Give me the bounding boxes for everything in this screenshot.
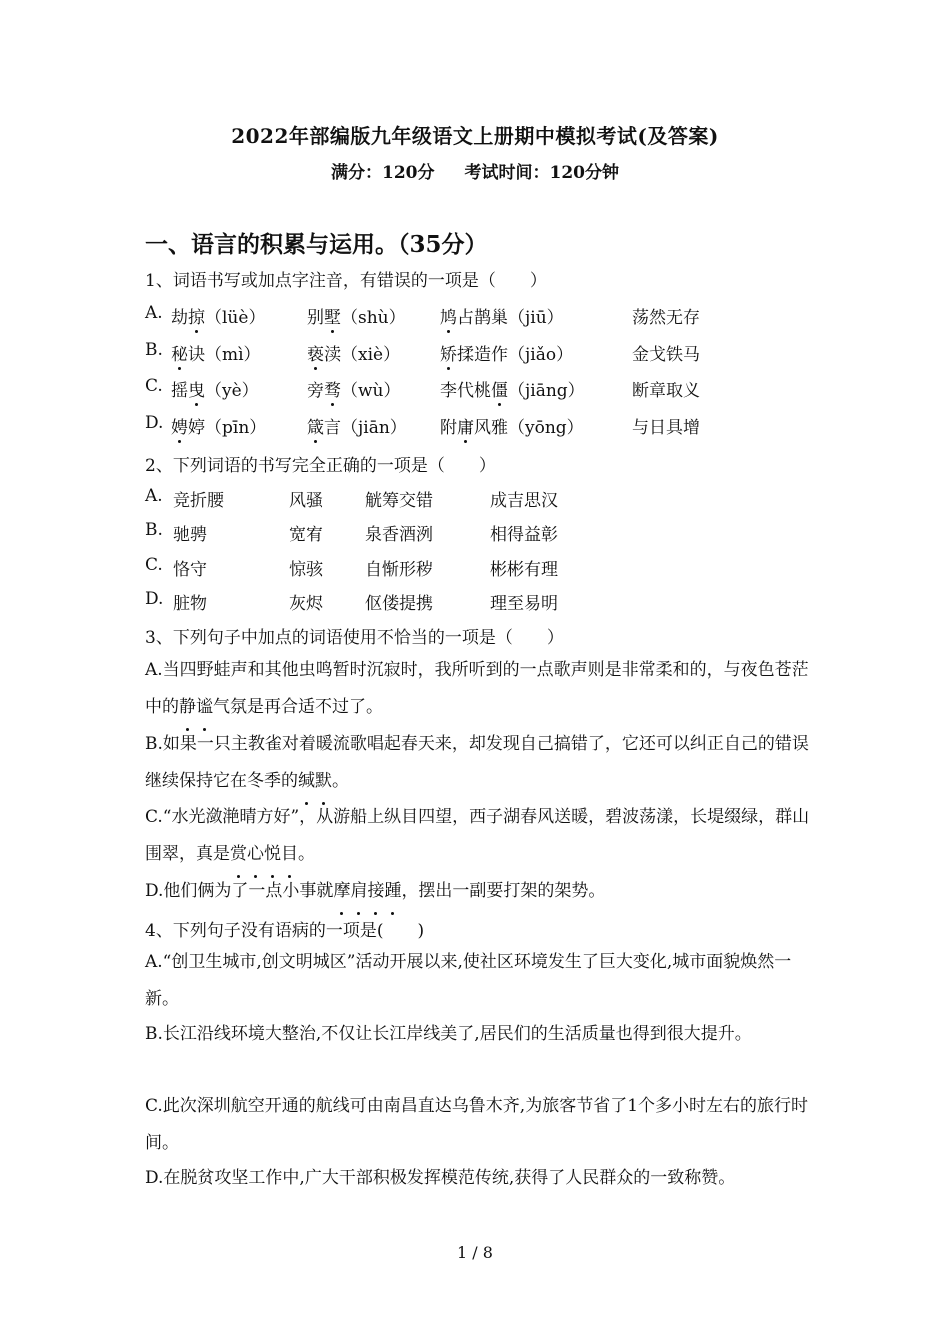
dotted-char: 娉 [171,413,188,438]
option-word: 鸠占鹊巢（jiū） [440,303,564,328]
dotted-word [457,418,474,438]
full-score: 满分：120分 [331,163,435,183]
dotted-char: 心 [247,836,264,873]
dotted-char: 谧 [196,689,213,726]
dotted-char: 鸠 [440,303,457,328]
option-word: 风骚 [289,491,323,511]
option-word: 金戈铁马 [632,345,700,365]
option-word: 箴言（jiān） [307,413,407,438]
dotted-char: 静 [179,689,196,726]
question-4-option-d: D.在脱贫攻坚工作中,广大干部积极发挥模范传统,获得了人民群众的一致称赞。 [145,1168,736,1188]
dotted-word [324,381,341,401]
option-word: 李代桃僵（jiāng） [440,376,585,401]
question-3-option-c: C.“水光潋滟晴方好”，从游船上纵目四望，西子湖春风送暖，碧波荡漾，长堤缀绿，群山围翠，真是赏心悦目。 [145,799,813,873]
question-3-option-b: B.如果一只主教雀对着暖流歌唱起春天来，却发现自己搞错了，它还可以纠正自己的错误继续保持它在冬季的缄默。 [145,726,813,800]
option-word: 惊骇 [289,560,323,580]
option-word: 附庸风雅（yōng） [440,413,584,438]
dotted-char: 墅 [324,303,341,328]
exam-info [0,158,950,183]
option-label: C. [145,555,163,575]
option-word: 竞折腰 [173,491,224,511]
dotted-char: 亵 [307,340,324,365]
option-word: 泉香酒洌 [365,525,433,545]
dotted-word [440,308,457,328]
dotted-char: 踵 [384,873,401,910]
dotted-word [230,844,298,864]
dotted-char: 秘 [171,340,188,365]
dotted-char: 掠 [188,303,205,328]
dotted-char: 默 [315,763,332,800]
dotted-word [491,381,508,401]
option-label: A. [145,486,163,506]
dotted-char: 曳 [188,376,205,401]
dotted-char: 摩 [333,873,350,910]
page-title: 2022年部编版九年级语文上册期中模拟考试(及答案) [231,124,719,148]
dotted-char: 赏 [230,836,247,873]
option-word: 彬彬有理 [490,560,558,580]
dotted-word [307,418,324,438]
dotted-word [188,381,205,401]
dotted-word [333,881,401,901]
option-word: 觥筹交错 [365,491,433,511]
option-word: 旁骛（wù） [307,376,401,401]
option-word: 荡然无存 [632,308,700,328]
option-word: 秘诀（mì） [171,340,261,365]
option-word: 理至易明 [490,594,558,614]
option-word: 娉婷（pīn） [171,413,266,438]
option-word: 劫掠（lüè） [171,303,265,328]
option-word: 摇曳（yè） [171,376,259,401]
option-label: D. [145,589,164,609]
option-word: 成吉思汉 [490,491,558,511]
page-number: 1 / 8 [457,1243,493,1262]
question-1-stem: 1、词语书写或加点字注音，有错误的一项是（ ） [145,271,547,291]
dotted-char: 箴 [307,413,324,438]
option-label: B. [145,520,163,540]
dotted-char: 目 [281,836,298,873]
question-3-option-a: A.当四野蛙声和其他虫鸣暂时沉寂时，我所听到的一点歌声则是非常柔和的，与夜色苍茫中的静谧气氛是再合适不过了。 [145,652,813,726]
option-word: 亵渎（xiè） [307,340,400,365]
option-word: 恪守 [173,560,207,580]
option-word: 相得益彰 [490,525,558,545]
option-label: D. [145,413,164,433]
option-word: 自惭形秽 [365,560,433,580]
option-word: 与日具增 [632,418,700,438]
option-label: C. [145,376,163,396]
option-word: 驰骋 [173,525,207,545]
dotted-word [324,308,341,328]
question-2-stem: 2、下列词语的书写完全正确的一项是（ ） [145,456,496,476]
dotted-word [440,345,457,365]
dotted-char: 庸 [457,413,474,438]
dotted-word [179,697,213,717]
option-label: B. [145,340,163,360]
question-4-stem: 4、下列句子没有语病的一项是( ) [145,921,425,941]
question-3-stem: 3、下列句子中加点的词语使用不恰当的一项是（ ） [145,628,564,648]
option-word: 伛偻提携 [365,594,433,614]
section-heading: 一、语言的积累与运用。（35分） [145,231,488,258]
dotted-word [298,771,332,791]
option-word: 矫揉造作（jiǎo） [440,340,573,365]
option-label: A. [145,303,163,323]
dotted-char: 骛 [324,376,341,401]
option-word: 别墅（shù） [307,303,406,328]
question-4-option-b: B.长江沿线环境大整治,不仅让长江岸线美了,居民们的生活质量也得到很大提升。 [145,1024,752,1044]
option-word: 断章取义 [632,381,700,401]
dotted-char: 悦 [264,836,281,873]
dotted-char: 肩 [350,873,367,910]
dotted-word [188,308,205,328]
dotted-word [307,345,324,365]
dotted-word [171,345,188,365]
dotted-word [171,418,188,438]
option-word: 宽宥 [289,525,323,545]
option-word: 灰烬 [289,594,323,614]
dotted-char: 矫 [440,340,457,365]
dotted-char: 僵 [491,376,508,401]
option-word: 脏物 [173,594,207,614]
question-4-option-a: A.“创卫生城市,创文明城区”活动开展以来,使社区环境发生了巨大变化,城市面貌焕然一新。 [145,952,792,1009]
dotted-char: 接 [367,873,384,910]
question-4-option-c: C.此次深圳航空开通的航线可由南昌直达乌鲁木齐,为旅客节省了1个多小时左右的旅行时间。 [145,1096,809,1153]
dotted-char: 缄 [298,763,315,800]
question-3-option-d: D.他们俩为了一点小事就摩肩接踵，摆出一副要打架的架势。 [145,873,813,910]
exam-time: 考试时间：120分钟 [464,163,619,183]
